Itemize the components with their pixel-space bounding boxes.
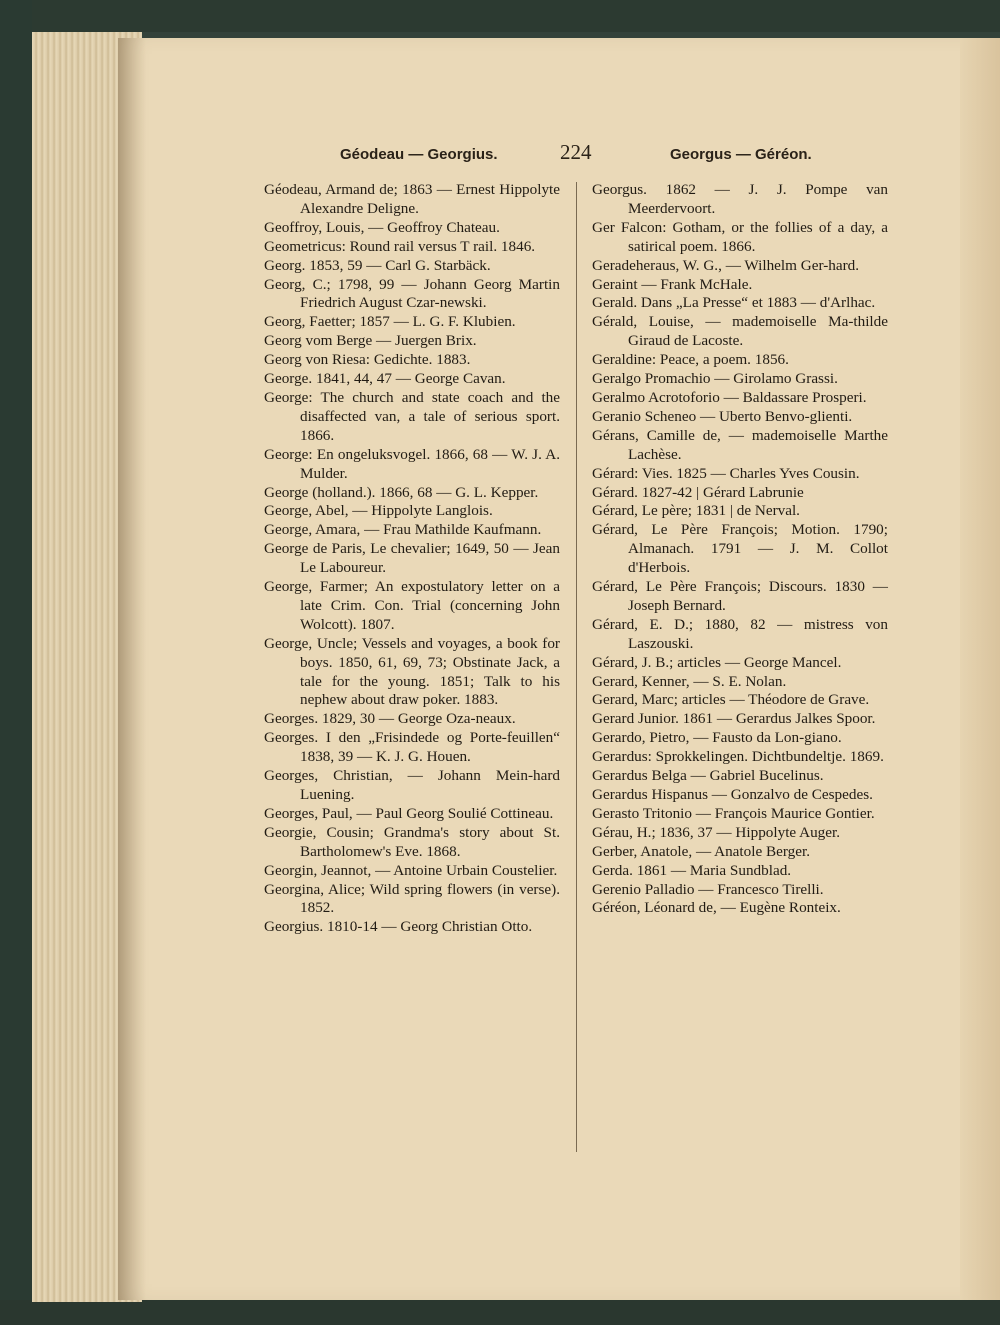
dictionary-entry: George, Uncle; Vessels and voyages, a book for boys. 1850, 61, 69, 73; Obstinate Jack, a tale for the young. 1851; Talk to his nephew about draw poker. 1883. xyxy=(264,634,560,709)
dictionary-entry: Georg vom Berge — Juergen Brix. xyxy=(264,332,477,350)
dictionary-entry: Geralgo Promachio — Girolamo Grassi. xyxy=(592,370,838,388)
dictionary-entry: Geoffroy, Louis, — Geoffroy Chateau. xyxy=(264,218,500,236)
dictionary-entry: Gérard. 1827-42 | Gérard Labrunie xyxy=(592,483,804,501)
dictionary-entry: Gérard, Le père; 1831 | de Nerval. xyxy=(592,502,800,520)
dictionary-entry: Geralmo Acrotoforio — Baldassare Prosperi. xyxy=(592,388,867,406)
dictionary-entry: Gerber, Anatole, — Anatole Berger. xyxy=(592,842,810,860)
dictionary-entry: Georges. 1829, 30 — George Oza-neaux. xyxy=(264,710,516,728)
dictionary-entry: George, Amara, — Frau Mathilde Kaufmann. xyxy=(264,521,542,539)
dictionary-entry: Gérard: Vies. 1825 — Charles Yves Cousin. xyxy=(592,464,860,482)
page-number: 224 xyxy=(560,140,592,164)
running-header xyxy=(0,140,1000,170)
dictionary-entry: Geraldine: Peace, a poem. 1856. xyxy=(592,351,789,369)
dictionary-entry: George, Abel, — Hippolyte Langlois. xyxy=(264,502,493,520)
header-left-guideword: Géodeau — Georgius. xyxy=(340,146,498,163)
dictionary-entry: Gérau, H.; 1836, 37 — Hippolyte Auger. xyxy=(592,823,841,841)
dictionary-entry: Gérard, E. D.; 1880, 82 — mistress von Laszouski. xyxy=(592,615,888,652)
dictionary-entry: Georgius. 1810-14 — Georg Christian Otto. xyxy=(264,918,533,936)
dictionary-entry: Georg, Faetter; 1857 — L. G. F. Klubien. xyxy=(264,313,516,331)
dictionary-entry: Gerald. Dans „La Presse“ et 1883 — d'Arlhac. xyxy=(592,294,876,312)
dictionary-entry: Geraint — Frank McHale. xyxy=(592,275,753,293)
dictionary-entry: Georgin, Jeannot, — Antoine Urbain Coustelier. xyxy=(264,861,558,879)
dictionary-entry: George: The church and state coach and the disaffected van, a tale of serious sport. 1866. xyxy=(264,388,560,444)
dictionary-entry: Gerardus Hispanus — Gonzalvo de Cespedes. xyxy=(592,786,873,803)
right-column xyxy=(592,181,888,918)
dictionary-entry: Gerda. 1861 — Maria Sundblad. xyxy=(592,861,792,879)
column-divider xyxy=(576,182,577,1152)
dictionary-entry: George de Paris, Le chevalier; 1649, 50 — Jean Le Laboureur. xyxy=(264,540,560,577)
spine-shadow xyxy=(118,38,146,1300)
page-right-edge xyxy=(960,38,1000,1300)
dictionary-entry: Geometricus: Round rail versus T rail. 1846. xyxy=(264,237,536,255)
dictionary-entry: Georg. 1853, 59 — Carl G. Starbäck. xyxy=(264,256,491,274)
book-cover-left xyxy=(0,0,32,1325)
book-cover-top xyxy=(0,0,1000,32)
dictionary-entry: Georg von Riesa: Gedichte. 1883. xyxy=(264,351,471,369)
dictionary-entry: Gerenio Palladio — Francesco Tirelli. xyxy=(592,880,824,898)
dictionary-entry: Gérans, Camille de, — mademoiselle Marthe Lachèse. xyxy=(592,426,888,463)
dictionary-entry: Georgie, Cousin; Grandma's story about St. Bartholomew's Eve. 1868. xyxy=(264,823,560,860)
dictionary-entry: Georges, Paul, — Paul Georg Soulié Cottineau. xyxy=(264,804,554,822)
dictionary-entry: Gérard, Le Père François; Discours. 1830 — Joseph Bernard. xyxy=(592,578,888,614)
header-right-guideword: Georgus — Géréon. xyxy=(670,146,812,163)
dictionary-entry: Geranio Scheneo — Uberto Benvo-glienti. xyxy=(592,407,853,425)
dictionary-entry: Geradeheraus, W. G., — Wilhelm Ger-hard. xyxy=(592,256,860,274)
dictionary-entry: Georgus. 1862 — J. J. Pompe van Meerdervoort. xyxy=(592,181,888,217)
dictionary-entry: Géréon, Léonard de, — Eugène Ronteix. xyxy=(592,899,841,917)
dictionary-entry: Gérard, J. B.; articles — George Mancel. xyxy=(592,653,842,671)
dictionary-entry: Ger Falcon: Gotham, or the follies of a day, a satirical poem. 1866. xyxy=(592,218,888,255)
dictionary-entry: Gérald, Louise, — mademoiselle Ma-thilde Giraud de Lacoste. xyxy=(592,313,888,350)
dictionary-entry: George, Farmer; An expostulatory letter on a late Crim. Con. Trial (concerning John Wolcott). 1807. xyxy=(264,578,560,633)
dictionary-entry: George: En ongeluksvogel. 1866, 68 — W. J. A. Mulder. xyxy=(264,445,560,482)
dictionary-entry: Georg, C.; 1798, 99 — Johann Georg Martin Friedrich August Czar-newski. xyxy=(264,275,560,312)
dictionary-entry: George. 1841, 44, 47 — George Cavan. xyxy=(264,370,506,388)
dictionary-entry: Georges, Christian, — Johann Mein-hard Luening. xyxy=(264,767,560,803)
dictionary-entry: Gerardo, Pietro, — Fausto da Lon-giano. xyxy=(592,729,842,747)
dictionary-entry: George (holland.). 1866, 68 — G. L. Kepper. xyxy=(264,483,539,501)
dictionary-entry: Georgina, Alice; Wild spring flowers (in verse). 1852. xyxy=(264,880,560,917)
dictionary-entry: Gerard, Kenner, — S. E. Nolan. xyxy=(592,672,787,690)
dictionary-entry: Géodeau, Armand de; 1863 — Ernest Hippolyte Alexandre Deligne. xyxy=(264,181,560,217)
book-cover-bottom xyxy=(0,1300,1000,1325)
dictionary-entry: Gerard, Marc; articles — Théodore de Grave. xyxy=(592,691,870,709)
left-column xyxy=(264,181,560,937)
dictionary-entry: Georges. I den „Frisindede og Porte-feuillen“ 1838, 39 — K. J. G. Houen. xyxy=(264,729,560,766)
dictionary-entry: Gerardus: Sprokkelingen. Dichtbundeltje. 1869. xyxy=(592,748,884,766)
dictionary-entry: Gerardus Belga — Gabriel Bucelinus. xyxy=(592,767,824,785)
dictionary-entry: Gerard Junior. 1861 — Gerardus Jalkes Spoor. xyxy=(592,710,876,728)
dictionary-entry: Gerasto Tritonio — François Maurice Gontier. xyxy=(592,804,875,822)
dictionary-entry: Gérard, Le Père François; Motion. 1790; Almanach. 1791 — J. M. Collot d'Herbois. xyxy=(592,521,888,577)
